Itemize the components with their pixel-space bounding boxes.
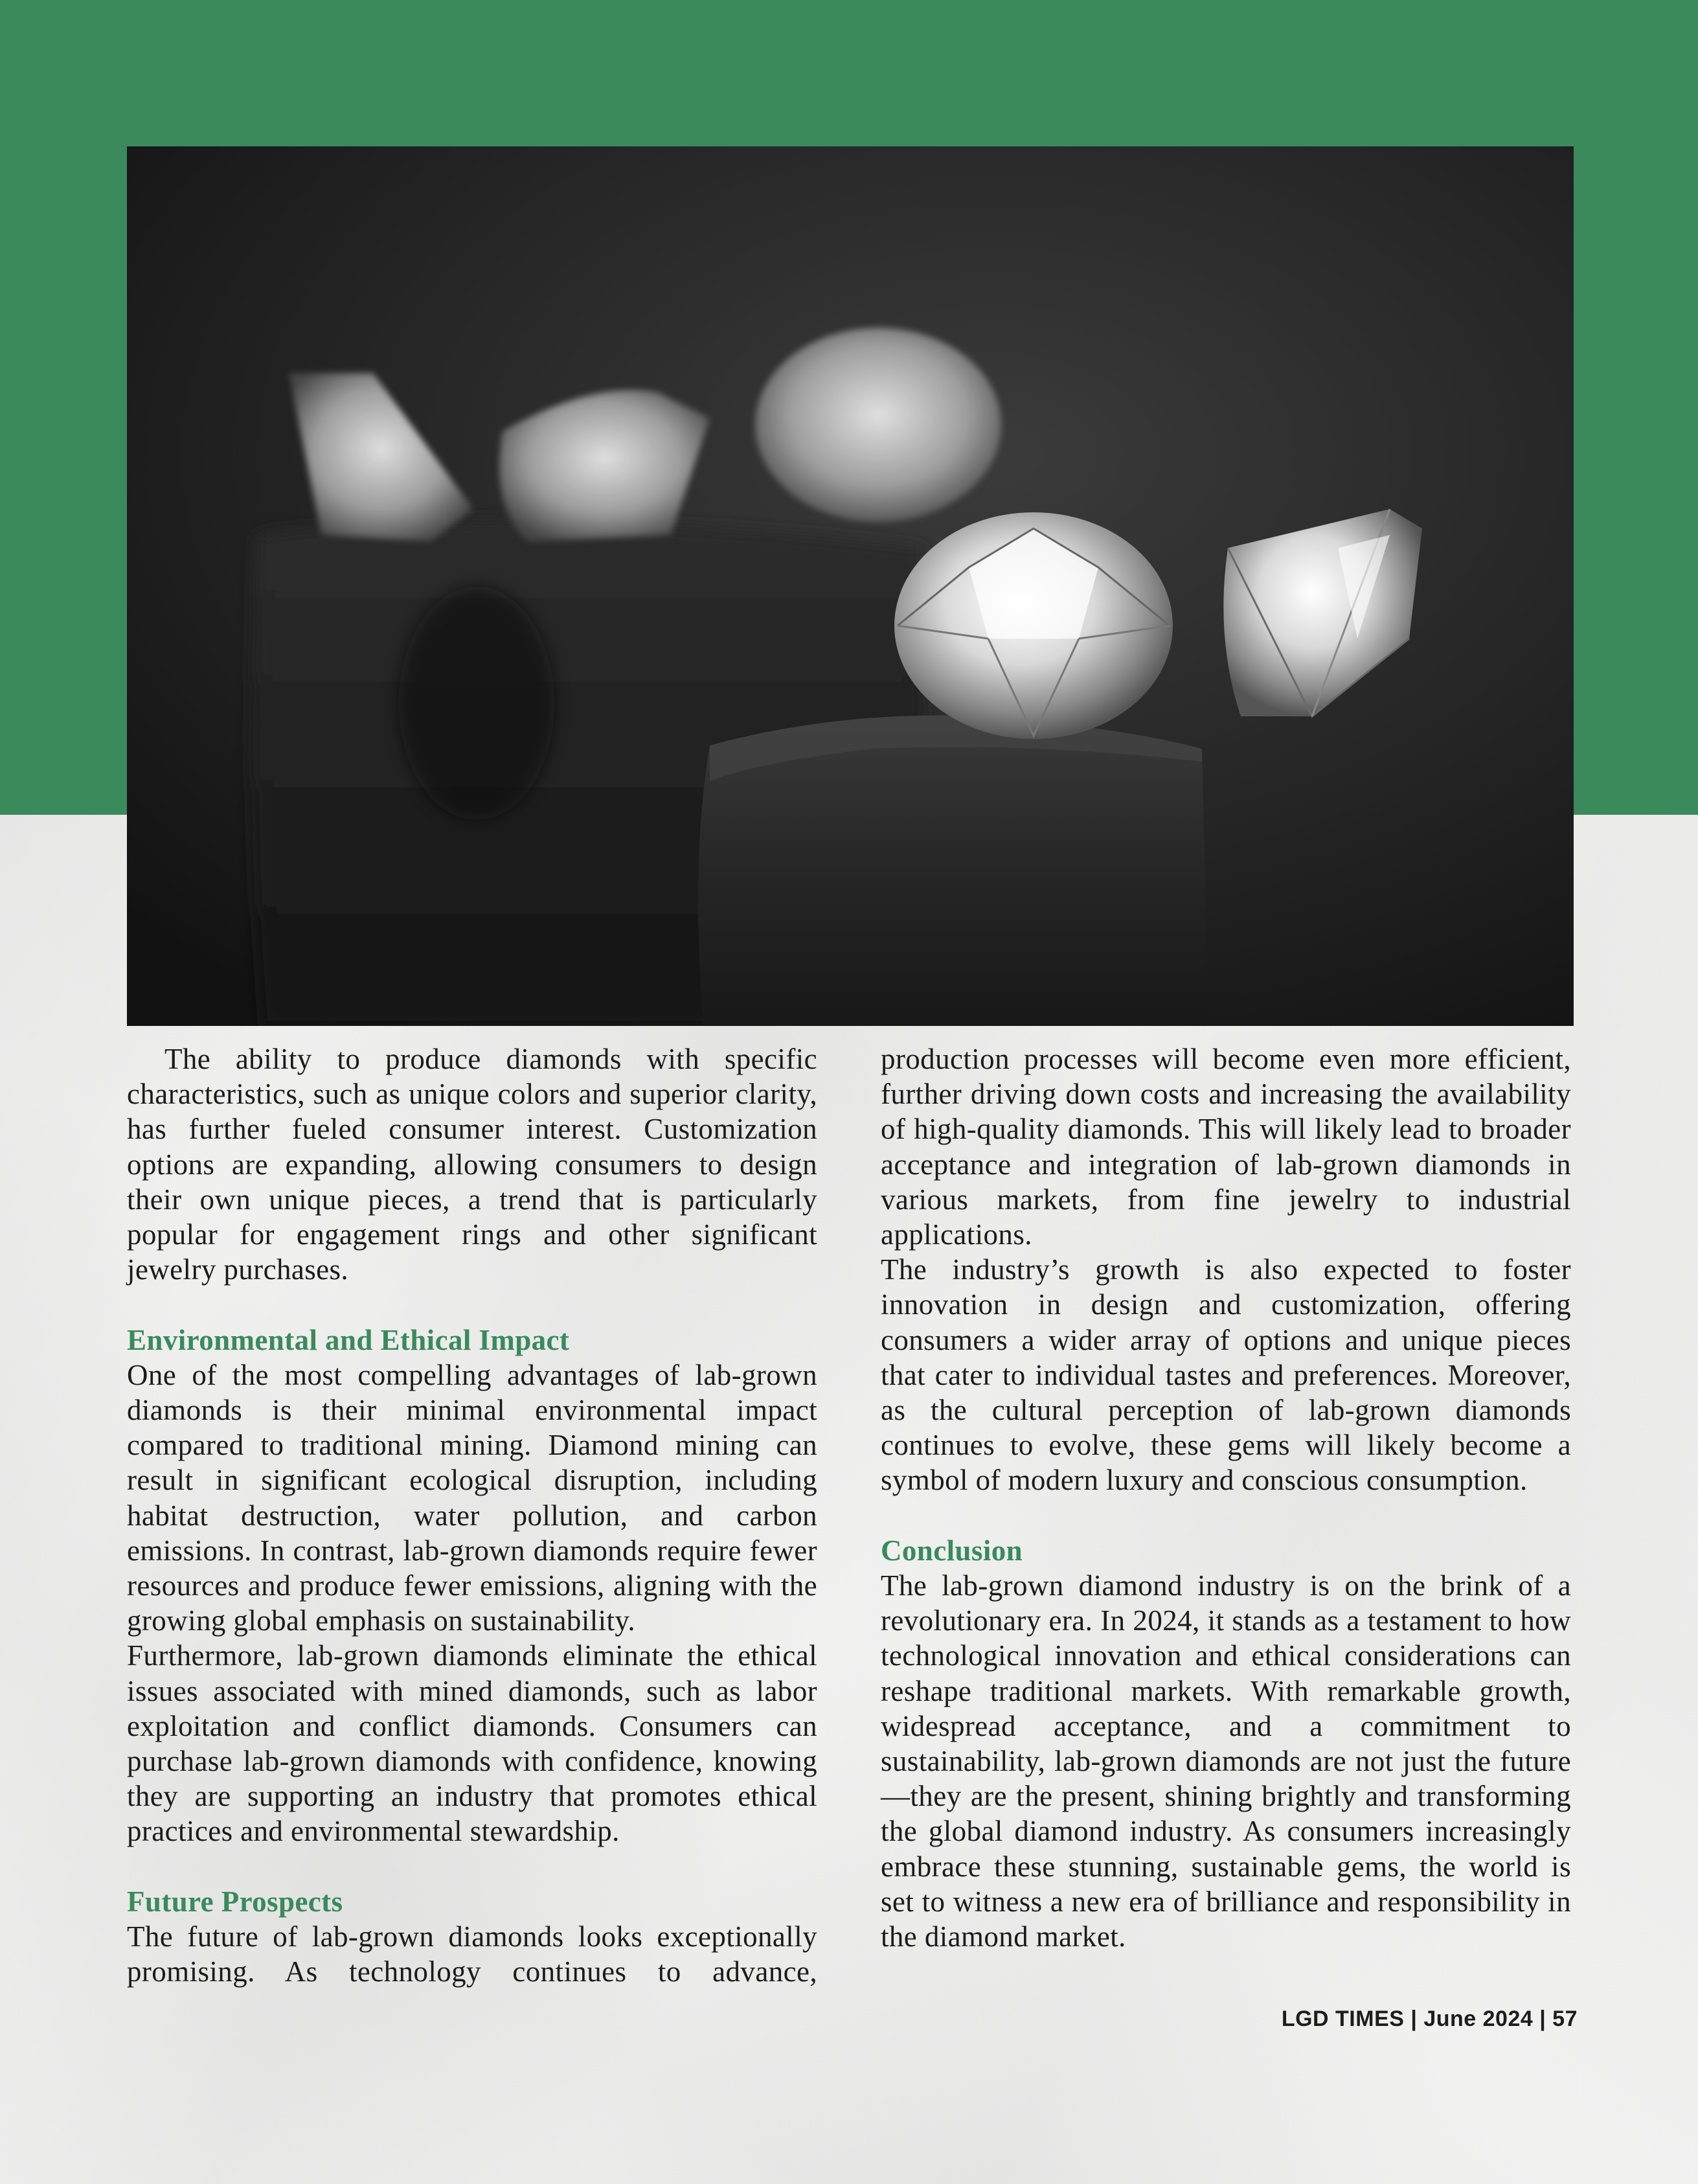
right-column [881,1041,1571,1954]
page-footer: LGD TIMES | June 2024 | 57 [1281,2007,1578,2031]
spacer [127,1849,817,1884]
environment-paragraph-1: One of the most compelling advantages of lab-grown diamonds is their minimal environmental impact compared to traditional mining. Diamond mining can result in significant ecological disruption, including habitat destruction, water pollution, and carbon emissions. In contrast, lab-grown diamonds require fewer resources and produce fewer emissions, aligning with the growing global emphasis on sustainability. [127,1358,817,1637]
conclusion-paragraph: The lab-grown diamond industry is on the brink of a revolutionary era. In 2024, it stands as a testament to how technological innovation and ethical considerations can reshape traditional markets. With remarkable growth, widespread acceptance, and a commitment to sustainability, lab-grown diamonds are not just the future—they are the present, shining brightly and transforming the global diamond industry. As consumers increasingly embrace these stunning, sustainable gems, the world is set to witness a new era of brilliance and responsibility in the diamond market. [881,1569,1571,1953]
environment-paragraph-2: Furthermore, lab-grown diamonds eliminate the ethical issues associated with mined diamonds, such as labor exploitation and conflict diamonds. Consumers can purchase lab-grown diamonds with confidence, knowing they are supporting an industry that promotes ethical practices and environmental stewardship. [127,1639,817,1848]
intro-paragraph: The ability to produce diamonds with specific characteristics, such as unique colors and superior clarity, has further fueled consumer interest. Customization options are expanding, allowing consumers to design their own unique pieces, a trend that is particularly popular for engagement rings and other significant jewelry purchases. [127,1043,817,1286]
spacer [881,1498,1571,1533]
diamonds-illustration [127,146,1574,1026]
future-paragraph-2: The industry’s growth is also expected to foster innovation in design and customization, offering consumers a wider array of options and unique pieces that cater to individual tastes and preferences. Moreover, as the cultural perception of lab-grown diamonds continues to evolve, these gems will likely become a symbol of modern luxury and conscious consumption. [881,1253,1571,1497]
heading-environmental-ethical-impact: Environmental and Ethical Impact [127,1323,570,1356]
left-column [127,1041,817,1989]
spacer [127,1287,817,1322]
diamonds-photo [127,146,1574,1026]
future-paragraph-start: The future of lab-grown diamonds looks exceptionally promising. As technology continues to advance, [127,1920,817,1988]
future-paragraph-continued: production processes will become even more efficient, further driving down costs and increasing the availability of high-quality diamonds. This will likely lead to broader acceptance and integration of lab-grown diamonds in various markets, from fine jewelry to industrial applications. [881,1043,1571,1251]
heading-conclusion: Conclusion [881,1534,1023,1567]
round-diamond [894,512,1173,739]
heading-future-prospects: Future Prospects [127,1885,343,1918]
